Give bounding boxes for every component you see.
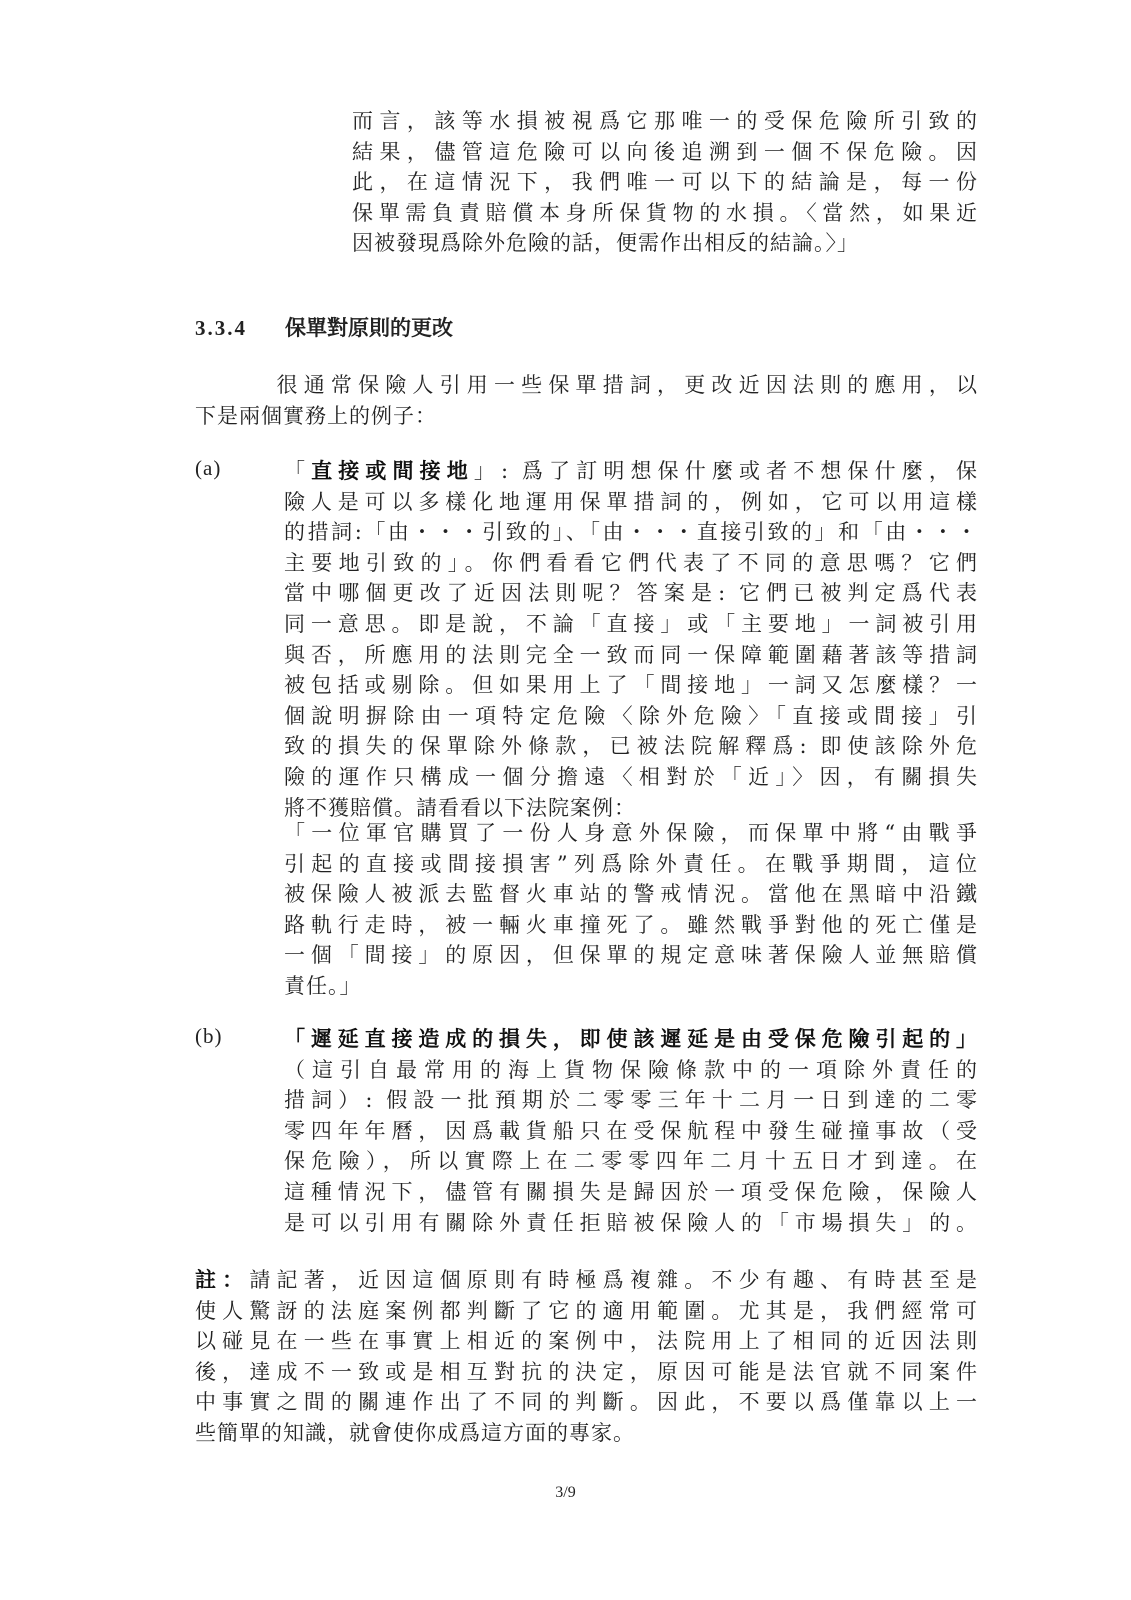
- text-line: 路軌行走時，被一輛火車撞死了。雖然戰爭對他的死亡僅是: [284, 912, 978, 937]
- text-line: 零四年年曆，因爲載貨船只在受保航程中發生碰撞事故（受: [284, 1118, 978, 1143]
- text-line: 保單需負責賠償本身所保貨物的水損。〈當然，如果近: [352, 200, 978, 225]
- text-line: 這種情況下，儘管有關損失是歸因於一項受保危險，保險人: [284, 1179, 978, 1204]
- section-heading: [195, 312, 453, 342]
- text-line: 措詞）: 假設一批預期於二零零三年十二月一日到達的二零: [284, 1088, 978, 1113]
- text-line: 後，達成不一致或是相互對抗的決定，原因可能是法官就不同案件: [195, 1359, 978, 1384]
- text-line: 是可以引用有關除外責任拒賠被保險人的「市場損失」的。: [284, 1210, 978, 1235]
- text-line: [284, 456, 978, 487]
- text-line: 的措詞:「由・・・引致的」、「由・・・直接引致的」和「由・・・: [284, 520, 978, 545]
- text-line: 與否，所應用的法則完全一致而同一保障範圍藉著該等措詞: [284, 642, 978, 667]
- continued-paragraph: [352, 106, 978, 259]
- text-line: 一個「間接」的原因，但保單的規定意味著保險人並無賠償: [284, 943, 978, 968]
- item-a-label: (a): [195, 456, 222, 480]
- item-a-text: [284, 456, 978, 823]
- text-segment: 「: [284, 459, 312, 483]
- bold-text: 直接或間接地: [311, 458, 474, 483]
- text-line: 很通常保險人引用一些保單措詞，更改近因法則的應用，以: [195, 373, 978, 397]
- section-title: 保單對原則的更改: [285, 315, 453, 340]
- text-line: 將不獲賠償。請看看以下法院案例：: [284, 795, 636, 820]
- text-line: 此，在這情況下，我們唯一可以下的結論是，每一份: [352, 170, 978, 195]
- text-line: 個說明摒除由一項特定危險〈除外危險〉「直接或間接」引: [284, 703, 978, 728]
- text-line: 使人驚訝的法庭案例都判斷了它的適用範圍。尤其是，我們經常可: [195, 1298, 978, 1323]
- text-line: 主要地引致的」。你們看看它們代表了不同的意思嗎？它們: [284, 550, 978, 575]
- text-line: 責任。」: [284, 973, 362, 998]
- bold-text: 註：: [195, 1267, 250, 1292]
- text-line: 被包括或剔除。但如果用上了「間接地」一詞又怎麼樣？一: [284, 673, 978, 698]
- text-line: 以碰見在一些在事實上相近的案例中，法院用上了相同的近因法則: [195, 1329, 978, 1354]
- text-segment: 請記著，近因這個原則有時極爲複雜。不少有趣、有時甚至是: [249, 1268, 978, 1292]
- text-line: 引起的直接或間接損害”列爲除外責任。在戰爭期間，這位: [284, 851, 978, 876]
- bold-text: 「遲延直接造成的損失，即使該遲延是由受保危險引起的」: [284, 1026, 978, 1051]
- text-line: 結果，儘管這危險可以向後追溯到一個不保危險。因: [352, 139, 978, 164]
- note-paragraph: [195, 1265, 978, 1449]
- item-b-text: [284, 1024, 978, 1238]
- text-segment: 」: 爲了訂明想保什麼或者不想保什麼，保: [473, 459, 979, 483]
- page-number: 3/9: [555, 1484, 576, 1501]
- text-line: 些簡單的知識，就會使你成爲這方面的專家。: [195, 1420, 635, 1445]
- text-line: 致的損失的保單除外條款，已被法院解釋爲: 即使該除外危: [284, 734, 978, 759]
- text-line: 而言，該等水損被視爲它那唯一的受保危險所引致的: [352, 109, 978, 133]
- text-line: [195, 1265, 978, 1296]
- text-line: 下是兩個實務上的例子：: [195, 403, 437, 428]
- text-line: 同一意思。即是說，不論「直接」或「主要地」一詞被引用: [284, 611, 978, 636]
- item-b-label: (b): [195, 1024, 223, 1048]
- text-line: [284, 1024, 978, 1055]
- text-line: 險的運作只構成一個分擔遠〈相對於「近」〉因，有關損失: [284, 764, 978, 789]
- court-case-quote: [284, 818, 978, 1002]
- text-line: 「一位軍官購買了一份人身意外保險，而保單中將“由戰爭: [284, 821, 978, 845]
- text-line: 中事實之間的關連作出了不同的判斷。因此，不要以爲僅靠以上一: [195, 1390, 978, 1415]
- text-line: 險人是可以多樣化地運用保單措詞的，例如，它可以用這樣: [284, 489, 978, 514]
- text-line: （這引自最常用的海上貨物保險條款中的一項除外責任的: [284, 1057, 978, 1082]
- text-line: 當中哪個更改了近因法則呢？答案是: 它們已被判定爲代表: [284, 581, 978, 606]
- text-line: 因被發現爲除外危險的話，便需作出相反的結論。〉」: [352, 231, 859, 256]
- intro-paragraph: [195, 370, 978, 431]
- text-line: 被保險人被派去監督火車站的警戒情況。當他在黑暗中沿鐵: [284, 882, 978, 907]
- section-number: 3.3.4: [195, 316, 247, 340]
- text-line: 保危險），所以實際上在二零零四年二月十五日才到達。在: [284, 1149, 978, 1174]
